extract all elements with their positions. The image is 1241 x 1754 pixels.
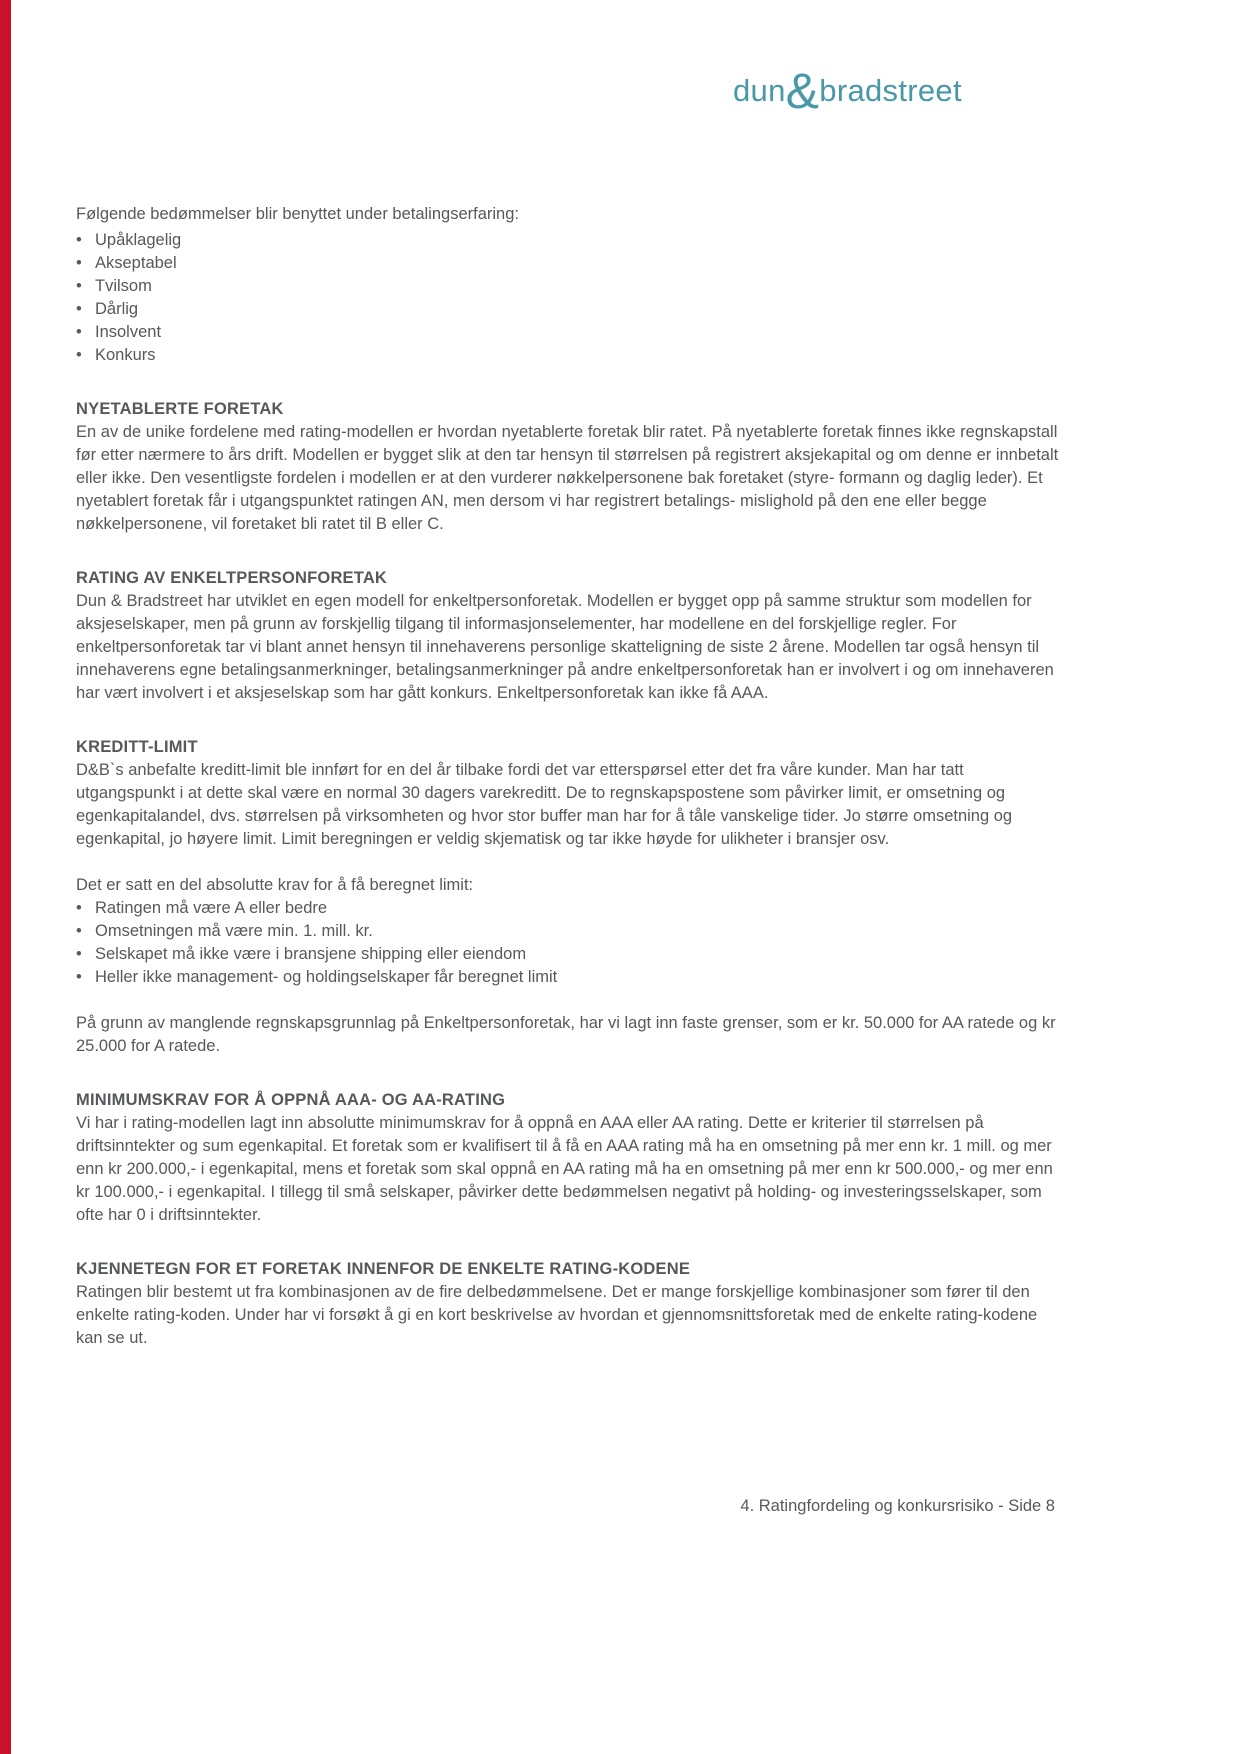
section-heading: NYETABLERTE FORETAK xyxy=(76,400,284,418)
section-kjennetegn xyxy=(76,1258,1061,1350)
section-nyetablerte-foretak xyxy=(76,398,1061,536)
logo-text-bradstreet: bradstreet xyxy=(819,73,962,108)
limit-requirements-lead: Det er satt en del absolutte krav for å få beregnet limit: xyxy=(76,876,474,894)
bullet-icon: • xyxy=(76,231,82,249)
bullet-icon: • xyxy=(76,254,82,272)
list-item xyxy=(76,920,1061,943)
list-item-text: Heller ikke management- og holdingselskaper får beregnet limit xyxy=(95,968,558,986)
list-item xyxy=(76,344,1061,367)
intro-lead: Følgende bedømmelser blir benyttet under betalingserfaring: xyxy=(76,205,519,223)
bullet-icon: • xyxy=(76,968,82,986)
section-body: Ratingen blir bestemt ut fra kombinasjonen av de fire delbedømmelsene. Det er mange forskjellige kombinasjoner som fører til den enkelte rating-koden. Under har vi forsøkt å gi en kort beskrivelse av hvordan et gjennomsnittsforetak med de enkelte rating-kodene kan se ut. xyxy=(76,1283,1038,1347)
list-item-text: Insolvent xyxy=(95,323,162,341)
bullet-icon: • xyxy=(76,323,82,341)
section-rating-enkeltpersonforetak xyxy=(76,567,1061,705)
list-item xyxy=(76,298,1061,321)
section-heading: KJENNETEGN FOR ET FORETAK INNENFOR DE ENKELTE RATING-KODENE xyxy=(76,1260,691,1278)
list-item-text: Tvilsom xyxy=(95,277,152,295)
list-item xyxy=(76,229,1061,252)
bullet-icon: • xyxy=(76,899,82,917)
bullet-icon: • xyxy=(76,346,82,364)
list-item-text: Konkurs xyxy=(95,346,156,364)
section-kreditt-limit xyxy=(76,736,1061,1058)
list-item xyxy=(76,943,1061,966)
section-heading: RATING AV ENKELTPERSONFORETAK xyxy=(76,569,388,587)
bullet-icon: • xyxy=(76,922,82,940)
bullet-icon: • xyxy=(76,300,82,318)
section-body-2: På grunn av manglende regnskapsgrunnlag på Enkeltpersonforetak, har vi lagt inn faste grenser, som er kr. 50.000 for AA ratede og kr 25.000 for A ratede. xyxy=(76,1014,1056,1055)
section-body: Dun & Bradstreet har utviklet en egen modell for enkeltpersonforetak. Modellen er bygget opp på samme struktur som modellen for aksjeselskaper, men på grunn av forskjellig tilgang til informasjonselementer, har modellene en del forskjellige regler. For enkeltpersonforetak tar vi blant annet hensyn til innehaverens personlige skatteligning de siste 2 årene. Modellen tar også hensyn til innehaverens egne betalingsanmerkninger, betalingsanmerkninger på andre enkeltpersonforetak han er involvert i og om innehaveren har vært involvert i et aksjeselskap som har gått konkurs. Enkeltpersonforetak kan ikke få AAA. xyxy=(76,592,1054,702)
list-item xyxy=(76,897,1061,920)
bullet-icon: • xyxy=(76,945,82,963)
list-item xyxy=(76,252,1061,275)
list-item xyxy=(76,321,1061,344)
dun-bradstreet-logo xyxy=(733,62,962,120)
section-body: D&B`s anbefalte kreditt-limit ble innført for en del år tilbake fordi det var etterspørsel etter det fra våre kunder. Man har tatt utgangspunkt i at dette skal være en normal 30 dagers varekreditt. De to regnskapspostene som påvirker limit, er omsetning og egenkapitalandel, dvs. størrelsen på virksomheten og hvor stor buffer man har for å tåle vanskelige tider. Jo større omsetning og egenkapital, jo høyere limit. Limit beregningen er veldig skjematisk og tar ikke høyde for ulikheter i bransjer osv. xyxy=(76,761,1013,848)
list-item-text: Dårlig xyxy=(95,300,139,318)
list-item xyxy=(76,275,1061,298)
list-item-text: Omsetningen må være min. 1. mill. kr. xyxy=(95,922,373,940)
section-heading: MINIMUMSKRAV FOR Å OPPNÅ AAA- OG AA-RATING xyxy=(76,1091,506,1109)
limit-requirements-list xyxy=(76,897,1061,989)
logo-text-dun: dun xyxy=(733,73,786,108)
assessment-list xyxy=(76,229,1061,367)
list-item-text: Upåklagelig xyxy=(95,231,182,249)
section-minimumskrav xyxy=(76,1089,1061,1227)
section-body: Vi har i rating-modellen lagt inn absolutte minimumskrav for å oppnå en AAA eller AA rating. Dette er kriterier til størrelsen på driftsinntekter og sum egenkapital. Et foretak som er kvalifisert til å få en AAA rating må ha en omsetning på mer enn kr. 1 mill. og mer enn kr 200.000,- i egenkapital, mens et foretak som skal oppnå en AA rating må ha en omsetning på mer enn kr 500.000,- og mer enn kr 100.000,- i egenkapital. I tillegg til små selskaper, påvirker dette bedømmelsen negativt på holding- og investeringsselskaper, som ofte har 0 i driftsinntekter. xyxy=(76,1114,1053,1224)
list-item-text: Ratingen må være A eller bedre xyxy=(95,899,328,917)
list-item-text: Selskapet må ikke være i bransjene shipping eller eiendom xyxy=(95,945,527,963)
bullet-icon: • xyxy=(76,277,82,295)
accent-bar xyxy=(0,0,11,1754)
section-heading: KREDITT-LIMIT xyxy=(76,738,198,756)
list-item-text: Akseptabel xyxy=(95,254,177,272)
page-content xyxy=(76,203,1061,1350)
section-body: En av de unike fordelene med rating-modellen er hvordan nyetablerte foretak blir ratet. På nyetablerte foretak finnes ikke regnskapstall før etter nærmere to års drift. Modellen er bygget slik at den tar hensyn til størrelsen på registrert aksjekapital og om denne er innbetalt eller ikke. Den vesentligste fordelen i modellen er at den vurderer nøkkelpersonene bak foretaket (styre- formann og daglig leder). Et nyetablert foretak får i utgangspunktet ratingen AN, men dersom vi har registrert betalings- mislighold på den ene eller begge nøkkelpersonene, vil foretaket bli ratet til B eller C. xyxy=(76,423,1059,533)
page-footer: 4. Ratingfordeling og konkursrisiko - Side 8 xyxy=(740,1497,1055,1515)
logo-ampersand-icon: & xyxy=(785,63,820,119)
list-item xyxy=(76,966,1061,989)
